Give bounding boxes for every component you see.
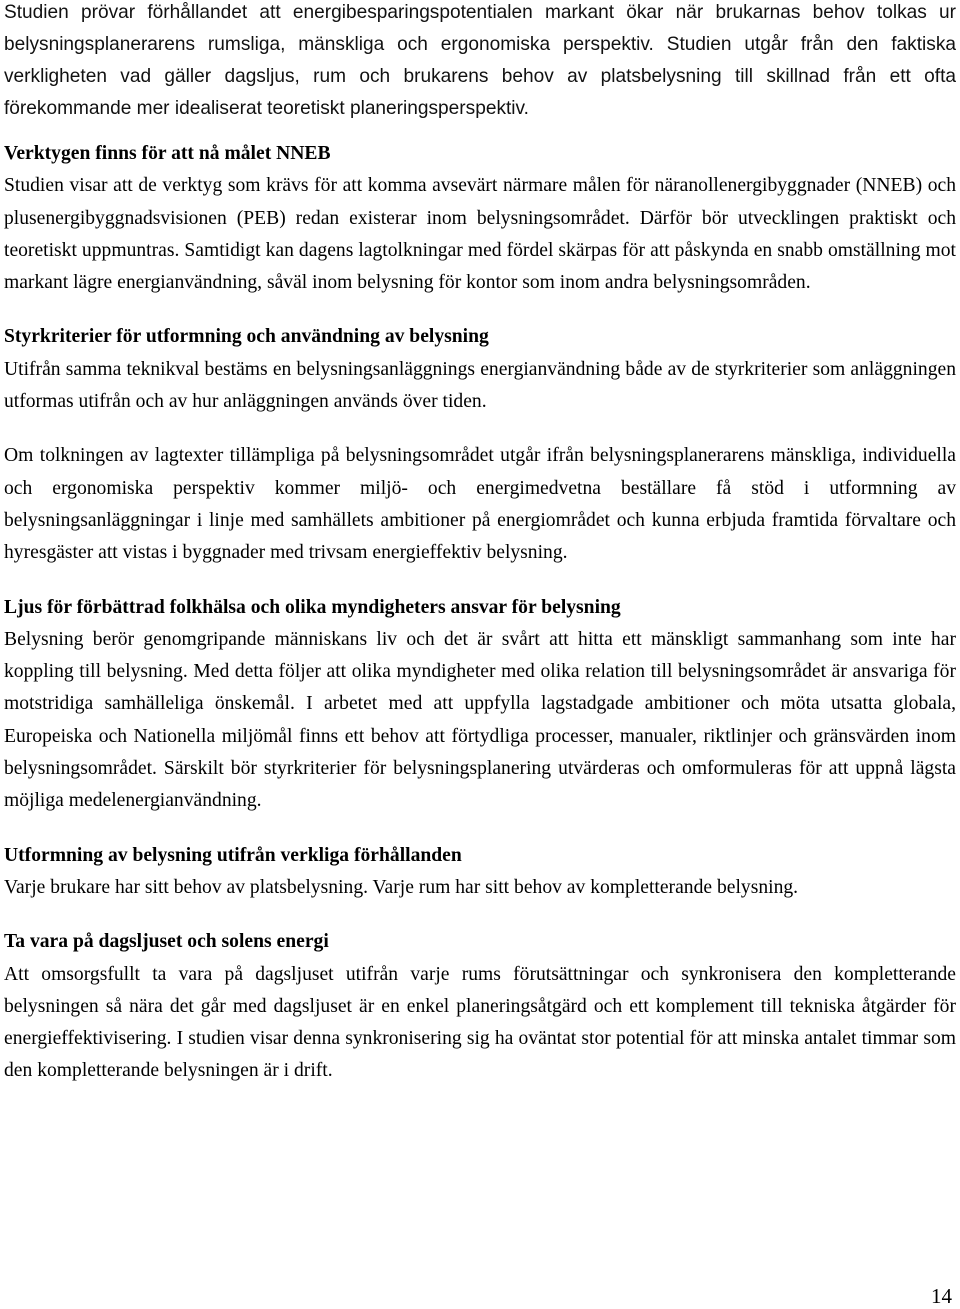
body-paragraph: Om tolkningen av lagtexter tillämpliga på belysningsområdet utgår ifrån belysningsplanerarens mänskliga, individuella och ergonomiska perspektiv kommer miljö- och energimedvetna beställare få stöd i utformning av belysningsanläggningar i linje med samhällets ambitioner på energiområdet och kunna erbjuda framtida förvaltare och hyresgäster att vistas i byggnader med trivsam energieffektiv belysning.: [4, 445, 956, 564]
spacer: [4, 570, 956, 592]
section-folkhalsa: [4, 592, 956, 818]
body-paragraph: Studien visar att de verktyg som krävs för att komma avsevärt närmare målen för näranollenergibyggnader (NNEB) och plusenergibyggnadsvisionen (PEB) redan existerar inom belysningsområdet. Därför bör utvecklingen praktiskt och teoretiskt uppmuntras. Samtidigt kan dagens lagtolkningar med fördel skärpas för att påskynda en snabb omställning mot markant lägre energianvändning, såväl inom belysning för kontor som inom andra belysningsområden.: [4, 175, 956, 294]
page-number: 14: [931, 1284, 952, 1308]
body-paragraph: Utifrån samma teknikval bestäms en belysningsanläggnings energianvändning både av de styrkriterier som anläggningen utformas utifrån och av hur anläggningen används över tiden.: [4, 358, 956, 413]
spacer: [4, 904, 956, 926]
section-dagsljus: [4, 926, 956, 1087]
section-heading: Ljus för förbättrad folkhälsa och olika myndigheters ansvar för belysning: [4, 596, 621, 618]
section-heading: Ta vara på dagsljuset och solens energi: [4, 931, 329, 953]
spacer: [4, 818, 956, 840]
document-page: [4, 0, 956, 1088]
body-paragraph: Varje brukare har sitt behov av platsbelysning. Varje rum har sitt behov av kompletterande belysning.: [4, 876, 799, 898]
section-heading: Utformning av belysning utifrån verkliga förhållanden: [4, 844, 462, 866]
section-utformning: [4, 840, 956, 905]
section-nneb: [4, 138, 956, 299]
body-paragraph: Att omsorgsfullt ta vara på dagsljuset utifrån varje rums förutsättningar och synkronisera den kompletterande belysningen så nära det går med dagsljuset är en enkel planeringsåtgärd och ett komplement till tekniska åtgärder för energieffektivisering. I studien visar denna synkronisering sig ha oväntat stor potential för att minska antalet timmar som den kompletterande belysningen är i drift.: [4, 963, 956, 1082]
spacer: [4, 299, 956, 321]
section-heading: Styrkriterier för utformning och användning av belysning: [4, 326, 489, 348]
intro-paragraph: Studien prövar förhållandet att energibesparingspotentialen markant ökar när brukarnas behov tolkas ur belysningsplanerarens rumsliga, mänskliga och ergonomiska perspektiv. Studien utgår från den faktiska verkligheten vad gäller dagsljus, rum och brukarens behov av platsbelysning till skillnad från ett ofta förekommande mer idealiserat teoretiskt planeringsperspektiv.: [4, 2, 956, 119]
section-styrkriterier: [4, 321, 956, 569]
body-paragraph: Belysning berör genomgripande människans liv och det är svårt att hitta ett mänskligt sammanhang som inte har koppling till belysning. Med detta följer att olika myndigheter med olika relation till belysningsområdet är ansvariga för motstridiga samhälleliga önskemål. I arbetet med att uppfylla lagstadgade ambitioner och möta utsatta globala, Europeiska och Nationella miljömål finns ett behov att förtydliga processer, manualer, riktlinjer och gränsvärden inom belysningsområdet. Särskilt bör styrkriterier för belysningsplanering utvärderas och omformuleras för att uppnå lägsta möjliga medelenergianvändning.: [4, 628, 956, 812]
section-heading: Verktygen finns för att nå målet NNEB: [4, 143, 331, 164]
spacer: [4, 125, 956, 138]
spacer: [4, 418, 956, 440]
